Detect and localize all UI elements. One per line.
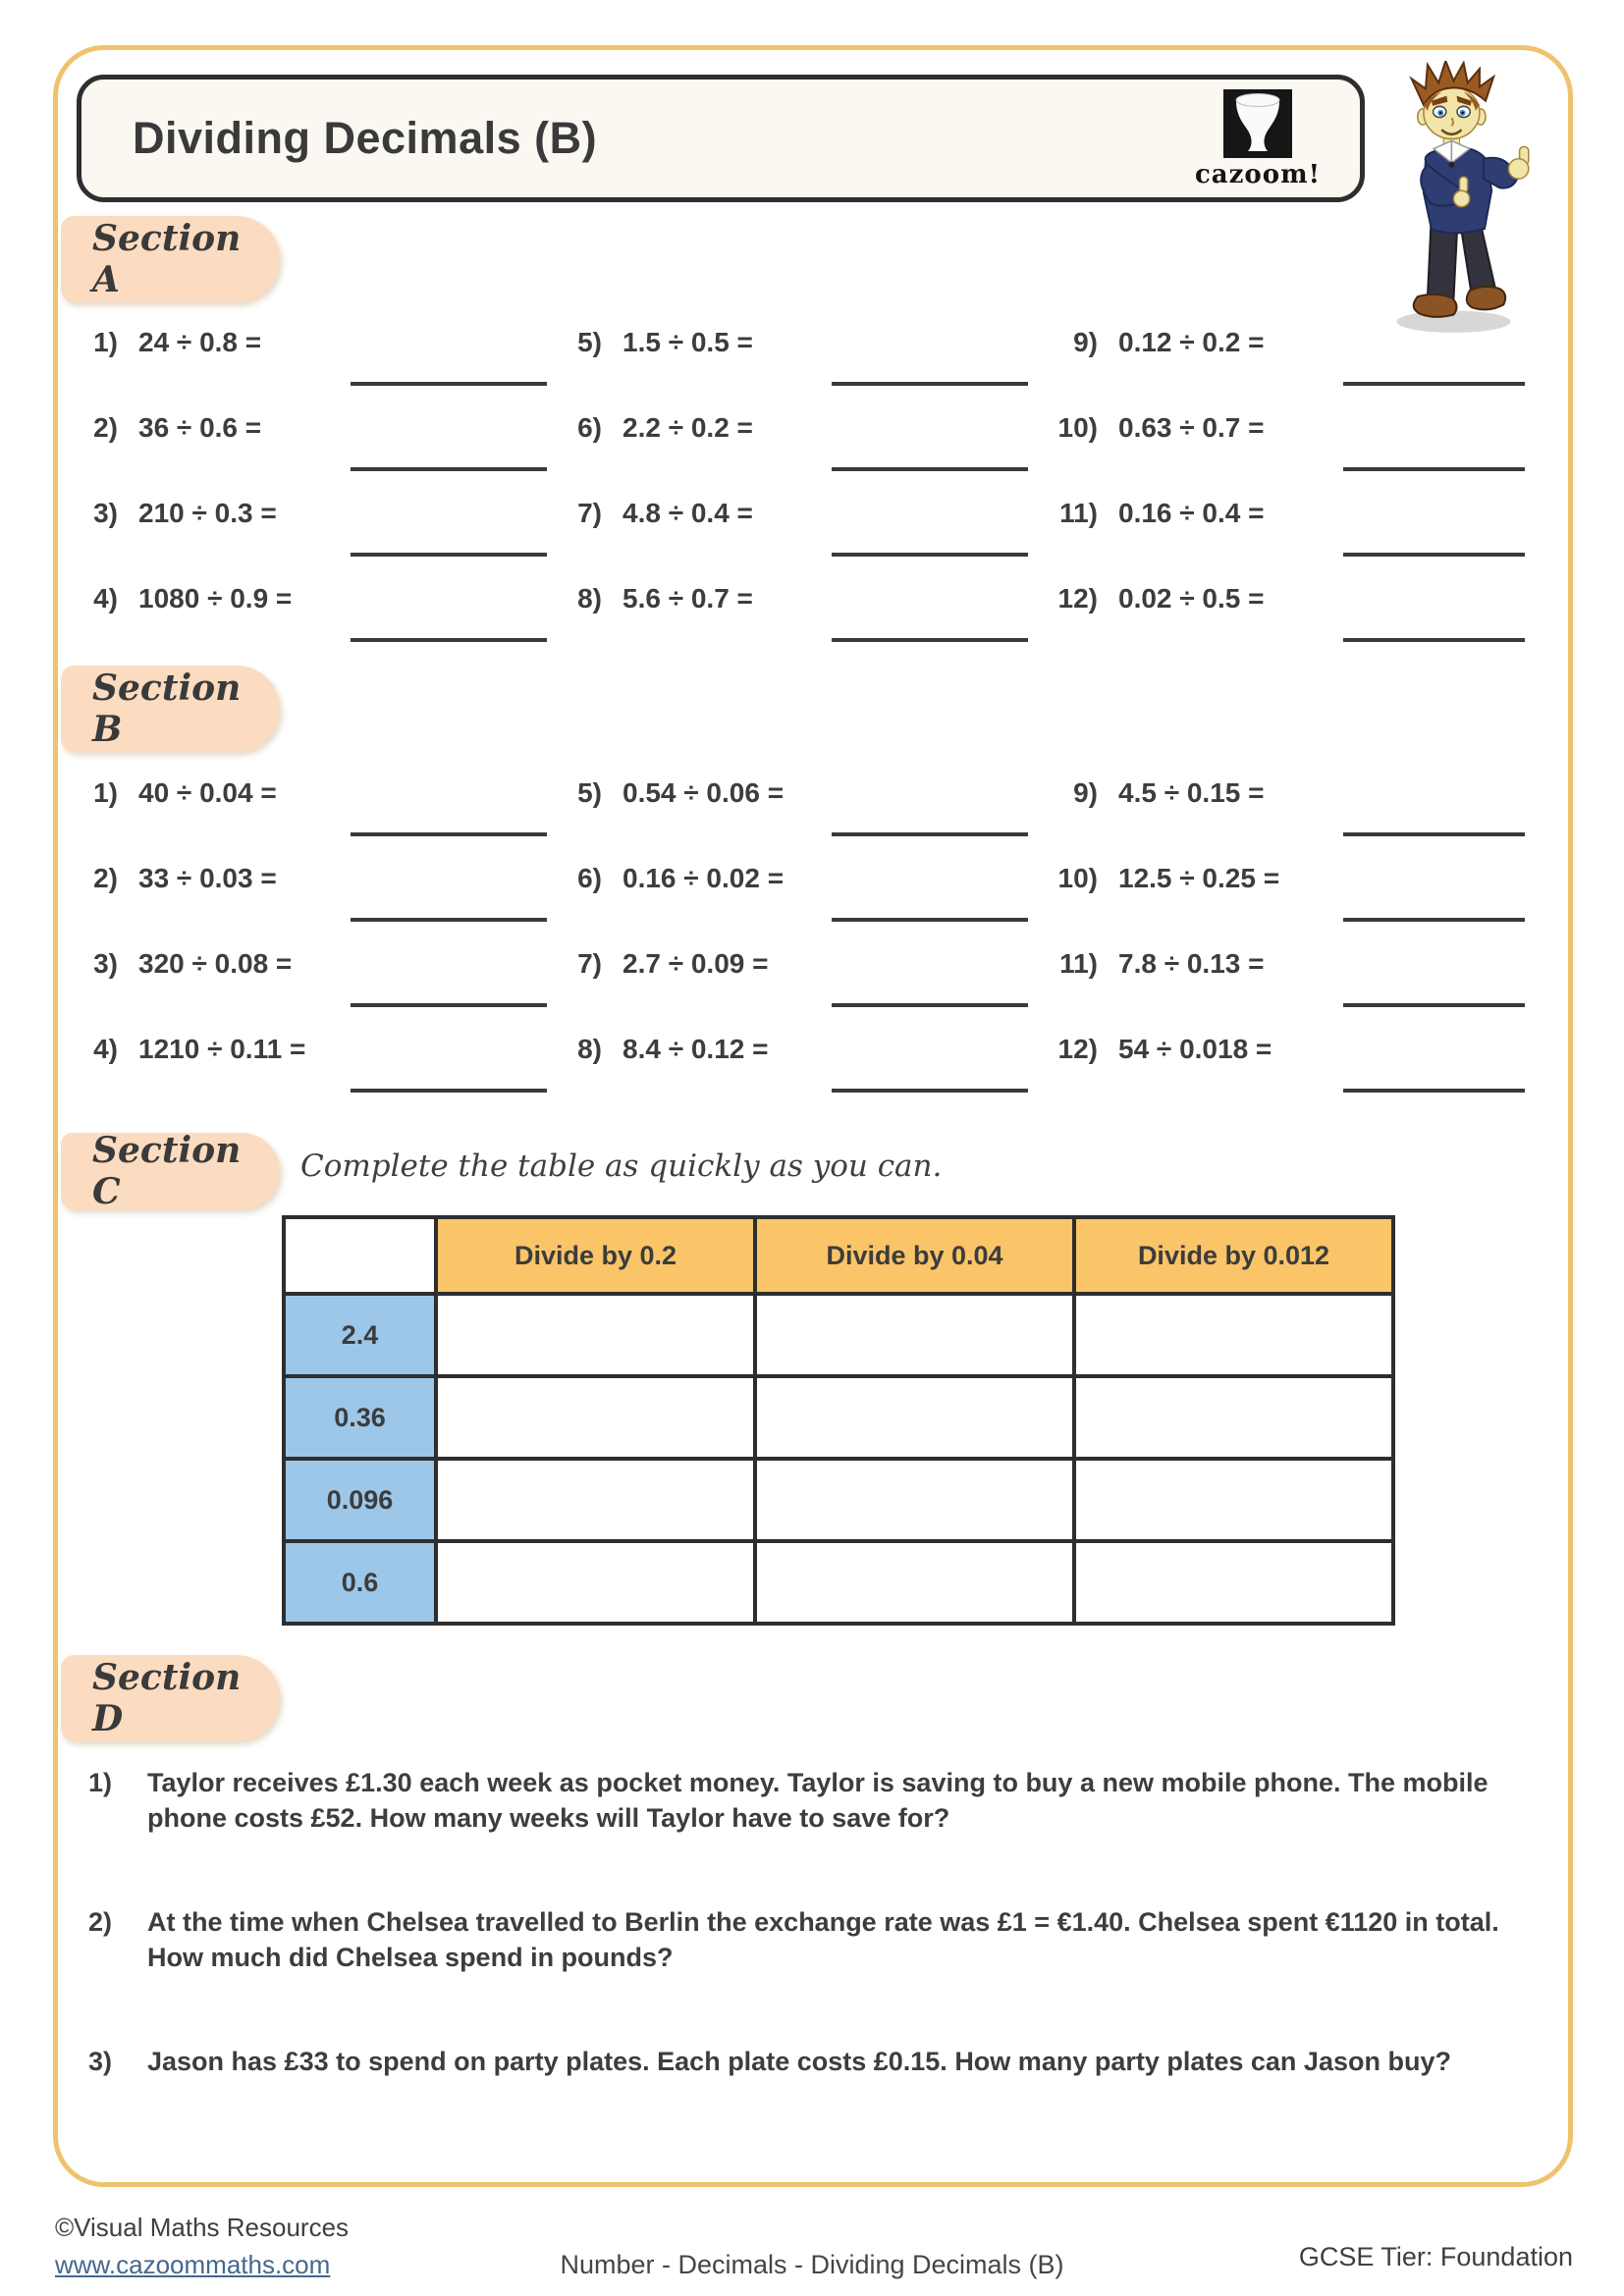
- question-item: [88, 948, 599, 1034]
- question-number: 2): [93, 863, 118, 893]
- section-a-column-3: [1031, 327, 1542, 668]
- question-expression: 0.16 ÷ 0.02 =: [623, 863, 785, 893]
- question-expression: 1.5 ÷ 0.5 =: [623, 327, 753, 357]
- answer-blank[interactable]: [351, 467, 547, 471]
- question-item: [1031, 327, 1542, 412]
- table-answer-cell[interactable]: [1074, 1294, 1393, 1376]
- answer-blank[interactable]: [1343, 467, 1525, 471]
- question-item: [1031, 1034, 1542, 1119]
- question-number: 4): [93, 583, 118, 614]
- answer-blank[interactable]: [832, 638, 1028, 642]
- question-number: 1): [93, 327, 118, 357]
- table-answer-cell[interactable]: [436, 1294, 755, 1376]
- question-number: 3): [93, 948, 118, 979]
- footer-tier: GCSE Tier: Foundation: [1298, 2242, 1573, 2271]
- question-text: At the time when Chelsea travelled to Berlin the exchange rate was £1 = €1.40. Chelsea spent €1120 in total. How much did Chelsea spend in pounds?: [147, 1907, 1499, 1972]
- section-b-column-1: [88, 777, 599, 1119]
- question-expression: 8.4 ÷ 0.12 =: [623, 1034, 769, 1064]
- website-link[interactable]: www.cazoommaths.com: [55, 2250, 331, 2279]
- table-column-header: Divide by 0.012: [1074, 1217, 1393, 1294]
- table-answer-cell[interactable]: [755, 1294, 1074, 1376]
- answer-blank[interactable]: [351, 553, 547, 557]
- question-expression: 36 ÷ 0.6 =: [138, 412, 262, 443]
- row-label-cell: 0.36: [284, 1376, 436, 1459]
- table-header-row: [284, 1217, 1393, 1294]
- table-answer-cell[interactable]: [1074, 1376, 1393, 1459]
- table-corner-cell: [284, 1217, 436, 1294]
- question-number: 6): [577, 863, 602, 893]
- question-expression: 54 ÷ 0.018 =: [1118, 1034, 1272, 1064]
- question-number: 4): [93, 1034, 118, 1064]
- question-item: [560, 498, 1070, 583]
- section-b-column-2: [560, 777, 1070, 1119]
- section-c-label: Section C: [92, 1130, 242, 1212]
- question-expression: 1210 ÷ 0.11 =: [138, 1034, 306, 1064]
- question-item: [1031, 498, 1542, 583]
- word-problem: [88, 1904, 1530, 1975]
- question-number: 1): [88, 1768, 113, 1797]
- question-item: [88, 777, 599, 863]
- question-item: [1031, 777, 1542, 863]
- mascot-illustration: [1371, 61, 1543, 341]
- section-b-label: Section B: [92, 667, 242, 750]
- question-number: 7): [577, 498, 602, 528]
- table-answer-cell[interactable]: [755, 1459, 1074, 1541]
- table-column-header: Divide by 0.04: [755, 1217, 1074, 1294]
- question-expression: 1080 ÷ 0.9 =: [138, 583, 293, 614]
- row-label-cell: 2.4: [284, 1294, 436, 1376]
- answer-blank[interactable]: [1343, 1003, 1525, 1007]
- question-item: [560, 948, 1070, 1034]
- question-expression: 0.02 ÷ 0.5 =: [1118, 583, 1265, 614]
- question-item: [88, 498, 599, 583]
- answer-blank[interactable]: [832, 553, 1028, 557]
- question-number: 12): [1057, 583, 1098, 614]
- table-answer-cell[interactable]: [755, 1376, 1074, 1459]
- footer-breadcrumb: Number - Decimals - Dividing Decimals (B): [560, 2250, 1064, 2279]
- row-label-cell: 0.096: [284, 1459, 436, 1541]
- question-number: 2): [93, 412, 118, 443]
- question-number: 11): [1059, 498, 1098, 528]
- question-item: [560, 1034, 1070, 1119]
- question-expression: 0.54 ÷ 0.06 =: [623, 777, 785, 808]
- question-number: 3): [88, 2047, 113, 2076]
- question-item: [88, 863, 599, 948]
- question-expression: 5.6 ÷ 0.7 =: [623, 583, 753, 614]
- section-b-header: [61, 666, 280, 752]
- section-d-label: Section D: [92, 1657, 242, 1739]
- answer-blank[interactable]: [351, 638, 547, 642]
- question-expression: 12.5 ÷ 0.25 =: [1118, 863, 1280, 893]
- question-text: Jason has £33 to spend on party plates. Each plate costs £0.15. How many party plates can Jason buy?: [147, 2047, 1451, 2076]
- question-expression: 4.8 ÷ 0.4 =: [623, 498, 753, 528]
- question-number: 5): [577, 327, 602, 357]
- question-item: [560, 327, 1070, 412]
- table-row: [284, 1376, 1393, 1459]
- question-item: [560, 863, 1070, 948]
- question-item: [1031, 863, 1542, 948]
- table-answer-cell[interactable]: [436, 1459, 755, 1541]
- question-item: [560, 777, 1070, 863]
- section-a-column-2: [560, 327, 1070, 668]
- section-c-instruction: Complete the table as quickly as you can.: [300, 1148, 943, 1184]
- table-answer-cell[interactable]: [1074, 1459, 1393, 1541]
- table-answer-cell[interactable]: [436, 1541, 755, 1624]
- question-number: 11): [1059, 948, 1098, 979]
- question-number: 3): [93, 498, 118, 528]
- question-item: [560, 412, 1070, 498]
- question-expression: 24 ÷ 0.8 =: [138, 327, 262, 357]
- answer-blank[interactable]: [351, 1003, 547, 1007]
- answer-blank[interactable]: [1343, 638, 1525, 642]
- question-number: 6): [577, 412, 602, 443]
- question-number: 10): [1057, 412, 1098, 443]
- answer-blank[interactable]: [1343, 1089, 1525, 1093]
- table-answer-cell[interactable]: [436, 1376, 755, 1459]
- question-number: 1): [93, 777, 118, 808]
- question-number: 7): [577, 948, 602, 979]
- answer-blank[interactable]: [1343, 832, 1525, 836]
- question-expression: 4.5 ÷ 0.15 =: [1118, 777, 1265, 808]
- answer-blank[interactable]: [832, 918, 1028, 922]
- question-item: [88, 327, 599, 412]
- title-box: [77, 75, 1365, 202]
- question-expression: 0.63 ÷ 0.7 =: [1118, 412, 1265, 443]
- question-expression: 0.16 ÷ 0.4 =: [1118, 498, 1265, 528]
- section-c-table: [282, 1215, 1395, 1626]
- question-item: [1031, 583, 1542, 668]
- drum-icon: [1222, 88, 1293, 159]
- copyright-text: ©Visual Maths Resources: [55, 2213, 350, 2242]
- question-expression: 2.7 ÷ 0.09 =: [623, 948, 769, 979]
- question-expression: 33 ÷ 0.03 =: [138, 863, 277, 893]
- question-item: [1031, 948, 1542, 1034]
- question-expression: 0.12 ÷ 0.2 =: [1118, 327, 1265, 357]
- word-problem: [88, 1765, 1530, 1836]
- row-label-cell: 0.6: [284, 1541, 436, 1624]
- answer-blank[interactable]: [832, 467, 1028, 471]
- section-b-column-3: [1031, 777, 1542, 1119]
- question-item: [88, 1034, 599, 1119]
- table-row: [284, 1294, 1393, 1376]
- question-number: 2): [88, 1907, 113, 1937]
- question-number: 5): [577, 777, 602, 808]
- table-row: [284, 1459, 1393, 1541]
- logo-text: cazoom!: [1194, 160, 1322, 189]
- section-a-column-1: [88, 327, 599, 668]
- answer-blank[interactable]: [351, 832, 547, 836]
- question-number: 9): [1073, 327, 1098, 357]
- question-expression: 40 ÷ 0.04 =: [138, 777, 277, 808]
- question-expression: 210 ÷ 0.3 =: [138, 498, 277, 528]
- table-answer-cell[interactable]: [1074, 1541, 1393, 1624]
- answer-blank[interactable]: [832, 1089, 1028, 1093]
- answer-blank[interactable]: [1343, 382, 1525, 386]
- answer-blank[interactable]: [1343, 553, 1525, 557]
- question-text: Taylor receives £1.30 each week as pocket money. Taylor is saving to buy a new mobile phone. The mobile phone costs £52. How many weeks will Taylor have to save for?: [147, 1768, 1489, 1833]
- answer-blank[interactable]: [832, 832, 1028, 836]
- table-answer-cell[interactable]: [755, 1541, 1074, 1624]
- table-column-header: Divide by 0.2: [436, 1217, 755, 1294]
- question-item: [88, 412, 599, 498]
- section-d-problems: [88, 1765, 1530, 2148]
- answer-blank[interactable]: [832, 382, 1028, 386]
- question-expression: 2.2 ÷ 0.2 =: [623, 412, 753, 443]
- section-a-label: Section A: [92, 218, 242, 300]
- question-item: [1031, 412, 1542, 498]
- word-problem: [88, 2044, 1530, 2079]
- answer-blank[interactable]: [351, 1089, 547, 1093]
- question-number: 8): [577, 583, 602, 614]
- question-number: 9): [1073, 777, 1098, 808]
- question-item: [560, 583, 1070, 668]
- question-item: [88, 583, 599, 668]
- section-c-header: [61, 1130, 280, 1212]
- question-expression: 7.8 ÷ 0.13 =: [1118, 948, 1265, 979]
- answer-blank[interactable]: [351, 918, 547, 922]
- page-title: Dividing Decimals (B): [133, 113, 598, 163]
- answer-blank[interactable]: [832, 1003, 1028, 1007]
- question-number: 12): [1057, 1034, 1098, 1064]
- question-expression: 320 ÷ 0.08 =: [138, 948, 293, 979]
- answer-blank[interactable]: [1343, 918, 1525, 922]
- section-d-header: [61, 1655, 280, 1741]
- table-row: [284, 1541, 1393, 1624]
- section-a-header: [61, 216, 280, 302]
- cazoom-logo: [1179, 88, 1336, 189]
- answer-blank[interactable]: [351, 382, 547, 386]
- question-number: 10): [1057, 863, 1098, 893]
- question-number: 8): [577, 1034, 602, 1064]
